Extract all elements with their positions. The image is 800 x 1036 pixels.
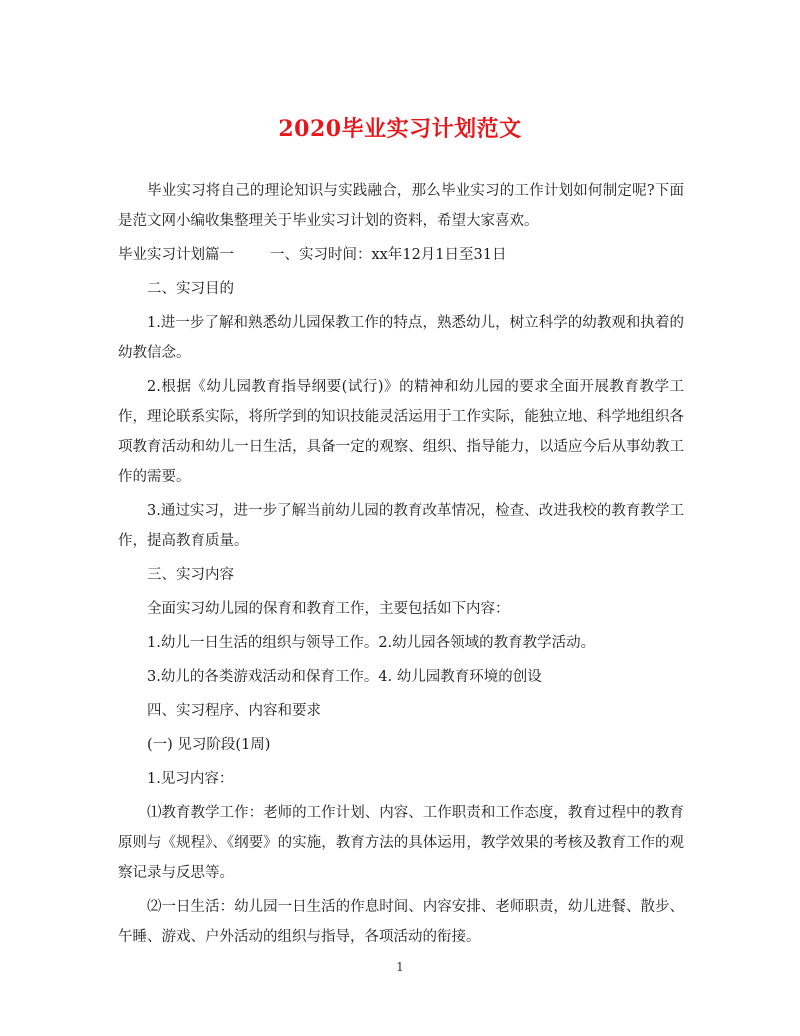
paragraph: 2.根据《幼儿园教育指导纲要(试行)》的精神和幼儿园的要求全面开展教育教学工作，理论联系实际，将所学到的知识技能灵活运用于工作实际，能独立地、科学地组织各项教育活动和幼儿一日生活，具备一定的观察、组织、指导能力，以适应今后从事幼教工作的需要。 <box>118 379 684 485</box>
document-title: 2020毕业实习计划范文 <box>278 116 522 142</box>
page-number: 1 <box>396 960 404 974</box>
paragraph: 1.幼儿一日生活的组织与领导工作。2.幼儿园各领域的教育教学活动。 <box>147 635 596 651</box>
paragraph: 1.进一步了解和熟悉幼儿园保教工作的特点，熟悉幼儿，树立科学的幼教观和执着的幼教信念。 <box>118 315 684 361</box>
section-heading: 二、实习目的 <box>147 281 234 297</box>
paragraph: 全面实习幼儿园的保育和教育工作，主要包括如下内容： <box>147 601 510 617</box>
internship-time: 一、实习时间：xx年12月1日至31日 <box>270 247 507 263</box>
paragraph: ⑵一日生活：幼儿园一日生活的作息时间、内容安排、老师职责，幼儿进餐、散步、午睡、游戏、户外活动的组织与指导，各项活动的衔接。 <box>118 899 684 945</box>
intro-paragraph: 毕业实习将自己的理论知识与实践融合，那么毕业实习的工作计划如何制定呢?下面是范文网小编收集整理关于毕业实习计划的资料，希望大家喜欢。 <box>118 183 684 229</box>
section-heading-line <box>118 240 684 270</box>
section-heading: 三、实习内容 <box>147 567 234 583</box>
paragraph: 3.通过实习，进一步了解当前幼儿园的教育改革情况，检查、改进我校的教育教学工作，提高教育质量。 <box>118 503 684 549</box>
paragraph: 3.幼儿的各类游戏活动和保育工作。4. 幼儿园教育环境的创设 <box>147 669 542 685</box>
document-body <box>118 176 684 952</box>
paragraph: ⑴教育教学工作：老师的工作计划、内容、工作职责和工作态度，教育过程中的教育原则与《规程》、《纲要》的实施，教育方法的具体运用，教学效果的考核及教育工作的观察记录与反思等。 <box>118 805 684 881</box>
sub-heading: 1.见习内容： <box>147 771 234 787</box>
sub-heading: (一) 见习阶段(1周) <box>147 737 271 753</box>
section-heading: 四、实习程序、内容和要求 <box>147 703 321 719</box>
plan-lead-label: 毕业实习计划篇一 <box>118 247 234 263</box>
